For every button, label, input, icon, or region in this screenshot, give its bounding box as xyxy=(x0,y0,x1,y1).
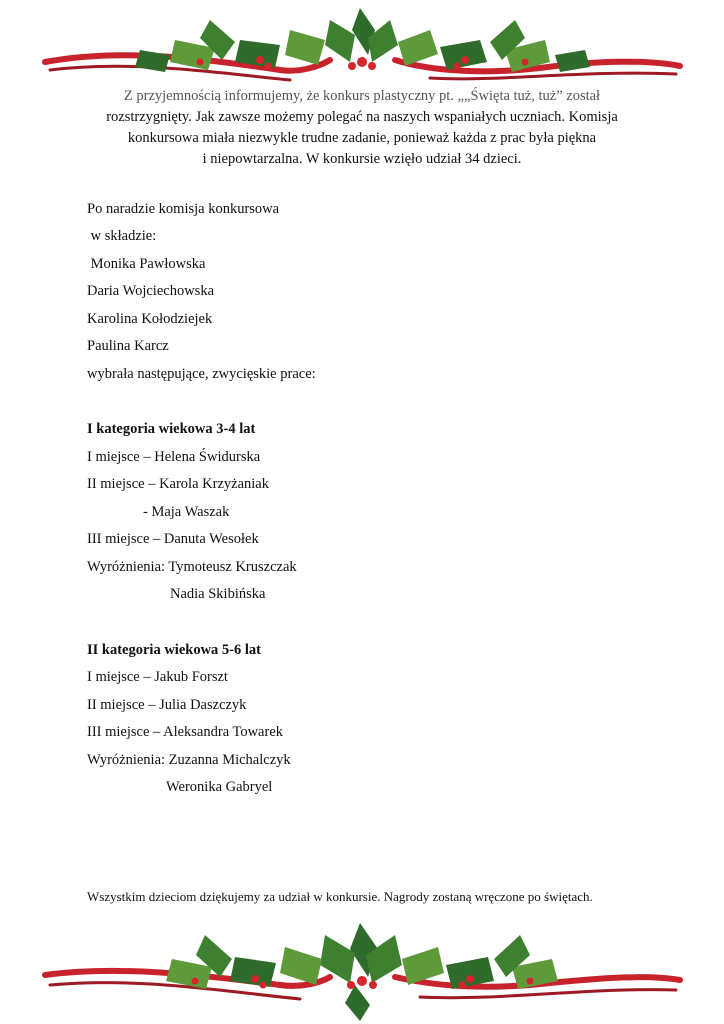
category-1-honors: Wyróżnienia: Tymoteusz Kruszczak xyxy=(87,559,297,575)
intro-paragraph xyxy=(100,86,624,170)
committee-member: Paulina Karcz xyxy=(87,338,169,354)
intro-line-1: Z przyjemnością informujemy, że konkurs plastyczny pt. „„Święta tuż, tuż” został xyxy=(123,88,601,104)
intro-line-2: rozstrzygnięty. Jak zawsze możemy polegać na naszych wspaniałych uczniach. Komisja xyxy=(106,109,618,125)
committee-closing: wybrała następujące, zwycięskie prace: xyxy=(87,366,316,382)
holly-leaves xyxy=(166,923,558,1021)
committee-heading: Po naradzie komisja konkursowa xyxy=(87,201,280,217)
category-1-honors-b: Nadia Skibińska xyxy=(170,586,266,602)
category-1-third-place: III miejsce – Danuta Wesołek xyxy=(87,531,259,547)
category-2-title: II kategoria wiekowa 5-6 lat xyxy=(87,642,261,658)
category-1-title: I kategoria wiekowa 3-4 lat xyxy=(87,421,256,437)
category-1-first-place: I miejsce – Helena Świdurska xyxy=(87,449,261,465)
committee-member: Daria Wojciechowska xyxy=(87,283,215,299)
category-2-honors: Wyróżnienia: Zuzanna Michalczyk xyxy=(87,752,291,768)
committee-heading-2: w składzie: xyxy=(87,228,157,244)
category-1-second-place: II miejsce – Karola Krzyżaniak xyxy=(87,476,269,492)
holly-garland-bottom xyxy=(0,915,724,1024)
footer-thanks: Wszystkim dzieciom dziękujemy za udział w konkursie. Nagrody zostaną wręczone po świętach. xyxy=(87,889,593,904)
committee-member: Karolina Kołodziejek xyxy=(87,311,213,327)
category-2-second-place: II miejsce – Julia Daszczyk xyxy=(87,697,247,713)
category-2-honors-b: Weronika Gabryel xyxy=(166,779,273,795)
intro-line-4: i niepowtarzalna. W konkursie wzięło udział 34 dzieci. xyxy=(202,151,522,167)
committee-member: Monika Pawłowska xyxy=(87,256,206,272)
intro-line-3: konkursowa miała niezwykle trudne zadanie, ponieważ każda z prac była piękna xyxy=(127,130,597,146)
category-1-second-place-b: - Maja Waszak xyxy=(143,504,230,520)
category-2-first-place: I miejsce – Jakub Forszt xyxy=(87,669,228,685)
holly-garland-top xyxy=(0,0,724,95)
category-2-third-place: III miejsce – Aleksandra Towarek xyxy=(87,724,284,740)
